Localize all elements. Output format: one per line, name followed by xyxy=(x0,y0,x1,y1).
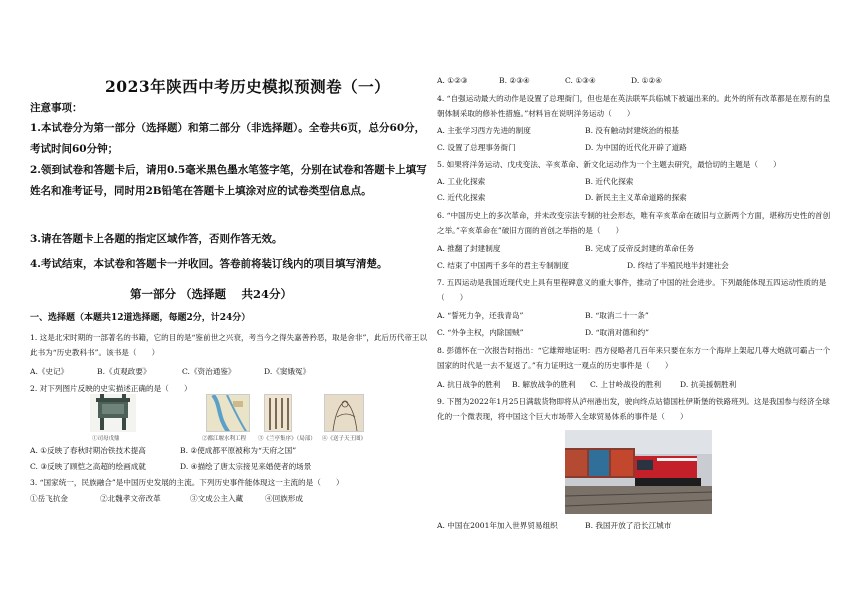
question-6-options-row-1 xyxy=(437,241,694,256)
exam-title: 2023年陕西中考历史模拟预测卷（一） xyxy=(105,77,391,96)
section-title: 第一部分 （选择题 共24分） xyxy=(130,287,293,301)
q6-option-c: C. 结束了中国两千多年的君主专制制度 xyxy=(437,261,569,270)
q1-option-d: D.《窦娥冤》 xyxy=(264,367,311,376)
q9-option-a: A. 中国在2001年加入世界贸易组织 xyxy=(437,521,558,530)
q6-option-d: D. 终结了半殖民地半封建社会 xyxy=(627,261,729,270)
question-5-options-row-2 xyxy=(437,190,687,205)
q3-option-a: A. ①②③ xyxy=(437,76,468,85)
q5-option-b: B. 近代化探索 xyxy=(585,177,634,186)
q5-option-a: A. 工业化探索 xyxy=(437,177,486,186)
question-5-options-row-1 xyxy=(437,174,633,189)
caption-4: ④《送子天王图》 xyxy=(322,436,367,442)
section-subtitle: 一、选择题（本题共12道选择题，每题2分，计24分） xyxy=(30,313,251,323)
q3-option-b: B. ②③④ xyxy=(499,76,530,85)
q1-option-a: A.《史记》 xyxy=(30,367,69,376)
songzi-tianwang-image xyxy=(324,394,364,432)
q8-option-b: B. 解放战争的胜利 xyxy=(512,380,576,389)
question-5: 5. 如果将洋务运动、戊戌变法、辛亥革命、新文化运动作为一个主题去研究，最恰切的主题是（ ） xyxy=(437,160,781,169)
notice-heading: 注意事项： xyxy=(30,102,83,114)
question-8-options xyxy=(437,377,736,392)
notice-item-2: 2.领到试卷和答题卡后，请用0.5毫米黑色墨水笔签字笔，分别在试卷和答题卡上填写姓名和准考证号，同时用2B铅笔在答题卡上填涂对应的试卷类型信息点。 xyxy=(30,164,427,197)
question-1-options xyxy=(30,364,310,379)
dujiangyan-map-image xyxy=(206,394,250,432)
question-9: 9. 下图为2022年1月25日满载货物即将从泸州港出发，驶向终点站德国杜伊斯堡的铁路班列。这是我国参与经济全球化的一个微表现，将中国这个巨大市场带入全球贸易体系的事件是（ ） xyxy=(437,397,830,421)
q3-option-d: D. ①②④ xyxy=(631,76,663,85)
q8-option-a: A. 抗日战争的胜利 xyxy=(437,380,501,389)
q7-option-d: D. “取消对德和约” xyxy=(585,328,649,337)
q3-item-3: ③文成公主入藏 xyxy=(190,494,244,503)
question-7-options-row-1 xyxy=(437,308,649,323)
caption-2: ②都江堰水利工程 xyxy=(202,436,247,442)
question-3: 3. “国家统一，民族融合”是中国历史发展的主流。下列历史事件能体现这一主流的是（ ） xyxy=(30,478,344,487)
q4-option-a: A. 主张学习西方先进的制度 xyxy=(437,126,531,135)
question-9-options xyxy=(437,518,671,533)
q6-option-b: B. 完成了反帝反封建的革命任务 xyxy=(585,244,695,253)
notice-item-4: 4.考试结束，本试卷和答题卡一并收回。答卷前将装订线内的项目填写清楚。 xyxy=(30,258,388,270)
lanting-preface-image xyxy=(264,394,292,432)
q1-option-b: B.《贞观政要》 xyxy=(97,367,151,376)
question-4-options-row-2 xyxy=(437,140,687,155)
q2-option-a: A. ①反映了春秋时期冶铁技术提高 xyxy=(30,446,146,455)
q7-option-a: A. “誓死力争，还我青岛” xyxy=(437,311,524,320)
q2-option-d: D. ④描绘了唐太宗接见来婚使者的场景 xyxy=(180,462,312,471)
q2-option-c: C. ③反映了顾恺之高超的绘画成就 xyxy=(30,462,146,471)
question-6: 6. “中国历史上的多次革命，并未改变宗法专制的社会形态，唯有辛亥革命在破旧与立新两个方面，堪称历史性的首创之举。”辛亥革命在”破旧方面的首创之举指的是（ ） xyxy=(437,211,831,235)
question-2-options-row-1 xyxy=(30,443,296,458)
question-7: 7. 五四运动是我国近现代史上具有里程碑意义的重大事件，推动了中国的社会进步。下列最能体现五四运动性质的是（ ） xyxy=(437,278,827,302)
q1-option-c: C.《资治通鉴》 xyxy=(182,367,236,376)
question-3-items xyxy=(30,491,303,506)
question-2: 2. 对下列图片反映的史实描述正确的是（ ） xyxy=(30,384,192,393)
freight-train-image xyxy=(565,430,712,514)
question-8: 8. 彭德怀在一次报告时指出：“它雄辩地证明：西方侵略者几百年来只要在东方一个海岸上架起几尊大炮就可霸占一个国家的时代是一去不复返了。”有力证明这一观点的历史事件是（ ） xyxy=(437,346,831,370)
q8-option-c: C. 上甘岭战役的胜利 xyxy=(590,380,662,389)
q6-option-a: A. 推翻了封建制度 xyxy=(437,244,501,253)
question-4-options-row-1 xyxy=(437,123,679,138)
q3-option-c: C. ①③④ xyxy=(565,76,596,85)
q9-option-b: B. 我国开放了沿长江城市 xyxy=(585,521,672,530)
q3-item-1: ①岳飞抗金 xyxy=(30,494,68,503)
bronze-ding-image xyxy=(90,394,136,432)
q8-option-d: D. 抗美援朝胜利 xyxy=(680,380,737,389)
q4-option-c: C. 设置了总理事务衙门 xyxy=(437,143,516,152)
question-7-options-row-2 xyxy=(437,325,649,340)
question-6-options-row-2 xyxy=(437,258,729,273)
question-3-options xyxy=(437,73,662,88)
q5-option-c: C. 近代化探索 xyxy=(437,193,486,202)
notice-item-1: 1.本试卷分为第一部分（选择题）和第二部分（非选择题）。全卷共6页，总分60分，考试时间60分钟； xyxy=(30,122,426,155)
q4-option-b: B. 没有触动封建统治的根基 xyxy=(585,126,679,135)
caption-3: ③《兰亭集序》（局部） xyxy=(258,436,316,442)
q5-option-d: D. 新民主主义革命道路的探索 xyxy=(585,193,687,202)
question-2-options-row-2 xyxy=(30,459,311,474)
q4-option-d: D. 为中国的近代化开辟了道路 xyxy=(585,143,687,152)
q7-option-c: C. “外争主权，内除国贼” xyxy=(437,328,524,337)
q7-option-b: B. “取消二十一条” xyxy=(585,311,649,320)
question-2-images xyxy=(30,394,428,444)
notice-item-3: 3.请在答题卡上各题的指定区域作答，否则作答无效。 xyxy=(30,233,283,245)
question-1: 1. 这是北宋时期的一部著名的书籍，它的目的是“鉴前世之兴衰，考当今之得失嘉善矜恶，取是舍非”，此后历代帝王以此书为“历史教科书”。该书是（ ） xyxy=(30,333,428,357)
q3-item-2: ②北魏孝文帝改革 xyxy=(100,494,161,503)
q3-item-4: ④回族形成 xyxy=(265,494,303,503)
caption-1: ①司母戊鼎 xyxy=(92,436,120,442)
question-4: 4. “自强运动最大的动作是设置了总理衙门，但也是在英法联军兵临城下被逼出来的。此外的所有改革都是在原有的皇朝体制采取的修补性措施。”材料旨在说明洋务运动（ ） xyxy=(437,94,831,118)
q2-option-b: B. ②使成都平原被称为“天府之国” xyxy=(180,446,297,455)
